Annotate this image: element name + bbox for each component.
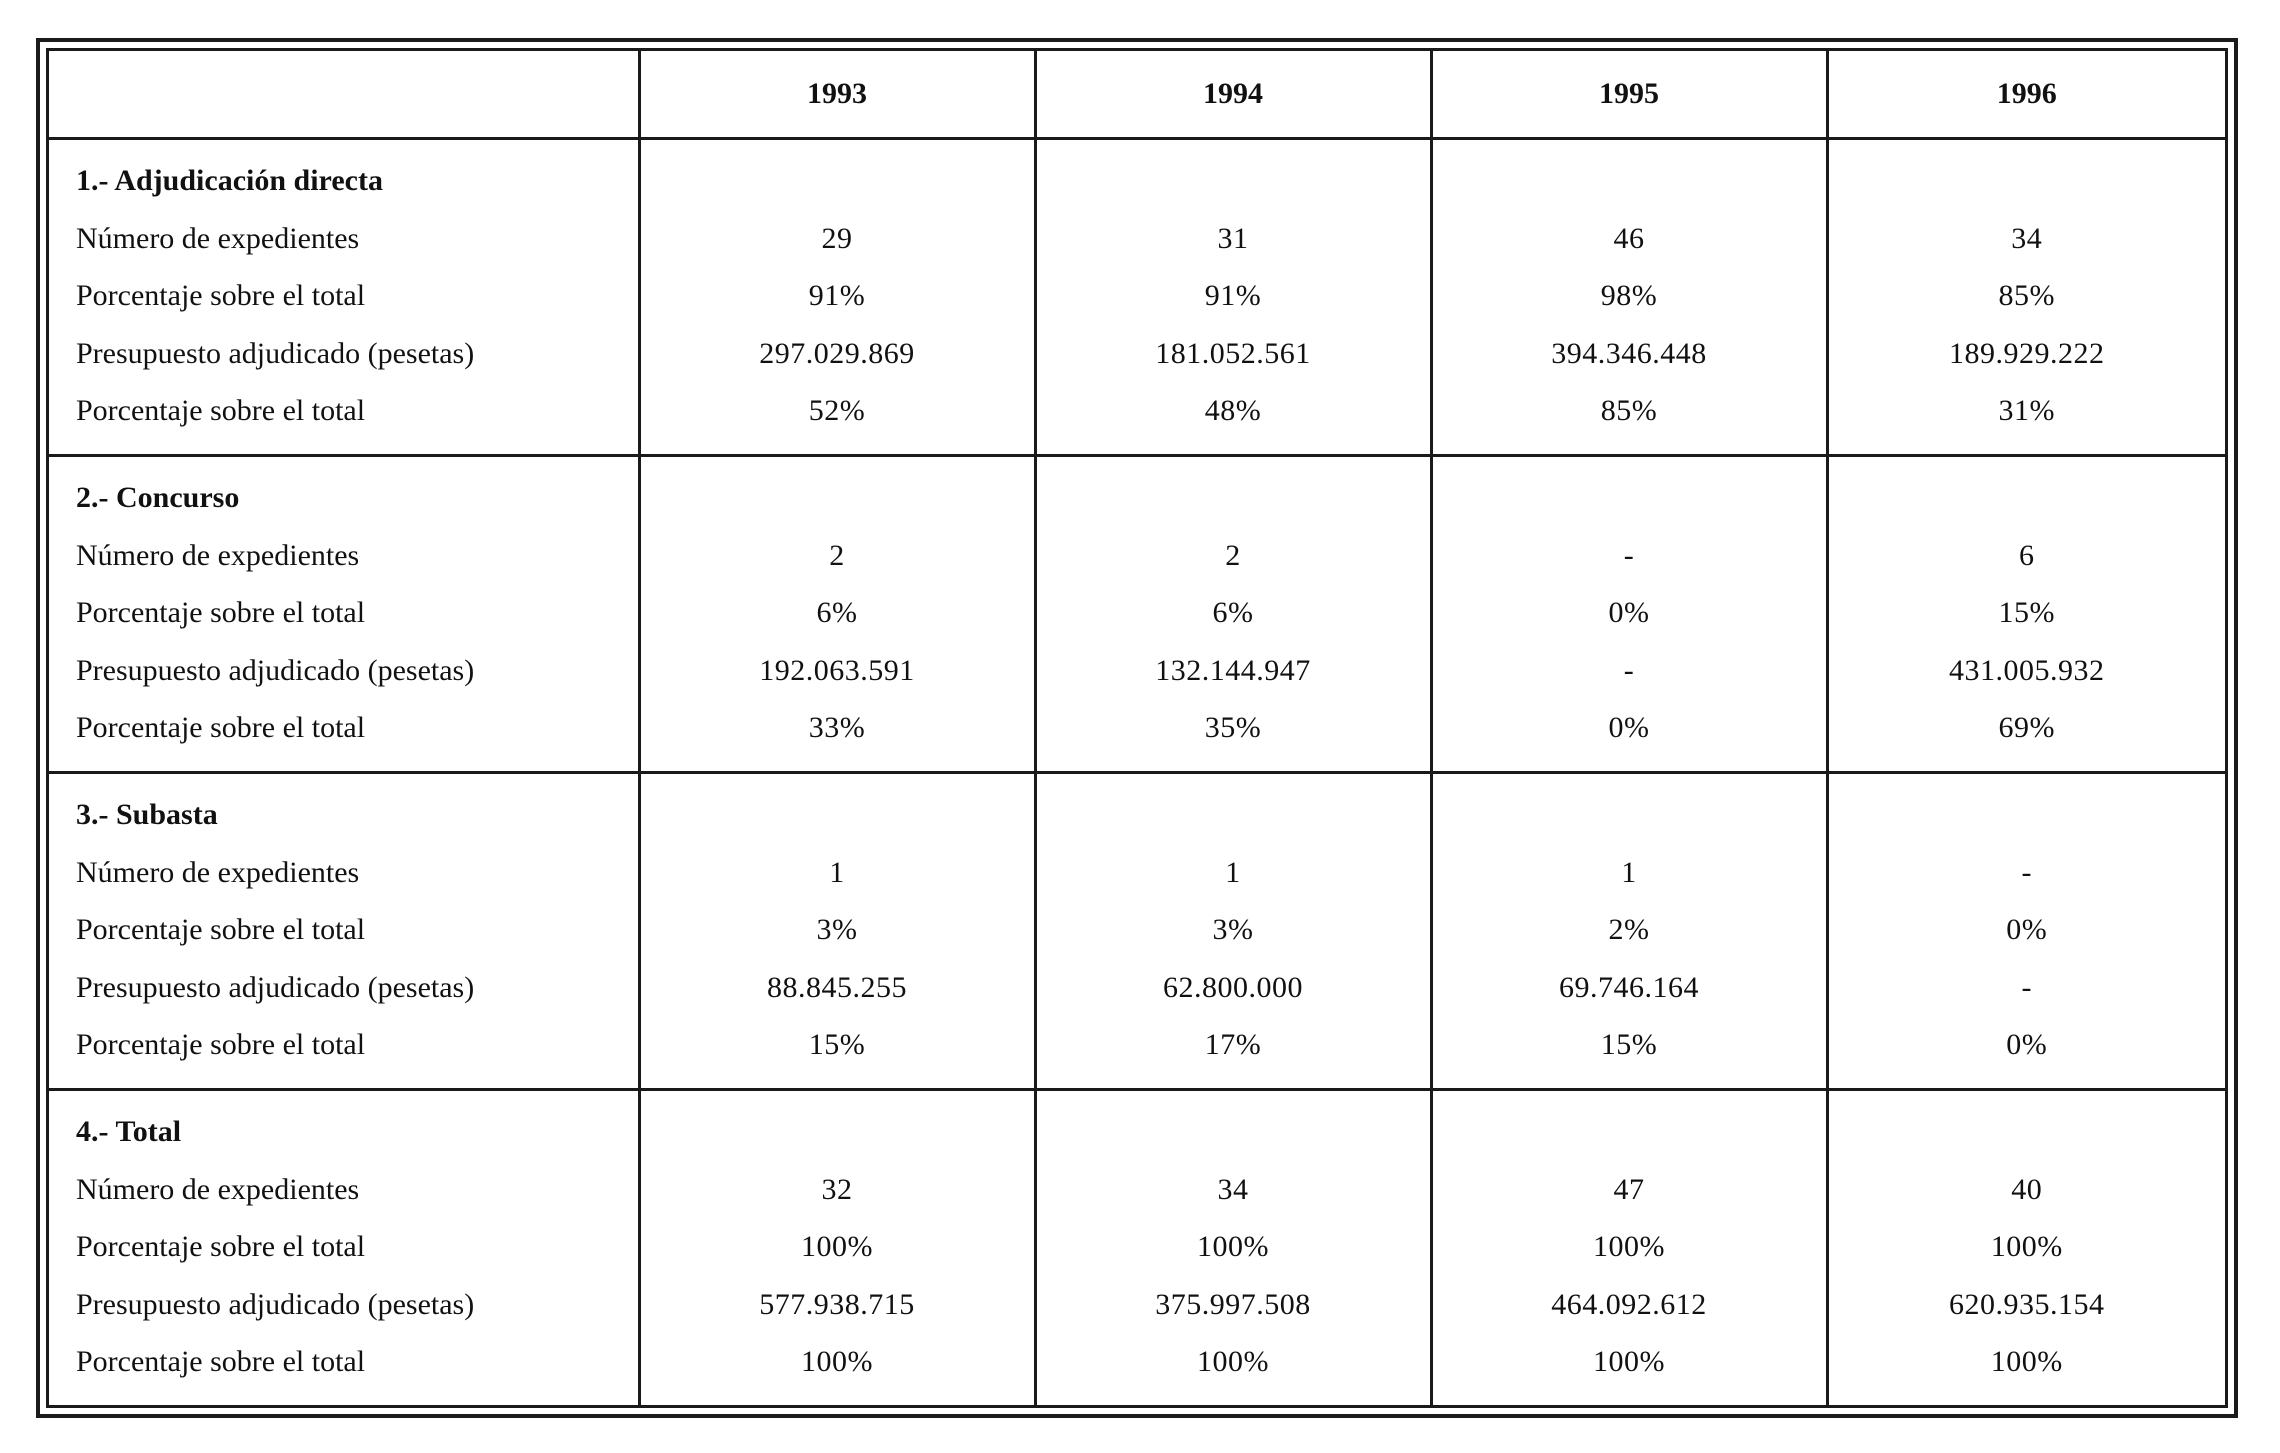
- cell-value: 100%: [639, 1334, 1035, 1405]
- table-row: [49, 1276, 2225, 1333]
- cell-value: 431.005.932: [1827, 642, 2225, 699]
- cell-value: 100%: [1035, 1334, 1431, 1405]
- empty-cell: [639, 456, 1035, 528]
- cell-value: 31: [1035, 210, 1431, 267]
- table-row: [49, 1161, 2225, 1218]
- table-row: [49, 902, 2225, 959]
- row-label: Porcentaje sobre el total: [76, 279, 366, 313]
- table-row: [49, 642, 2225, 699]
- empty-cell: [639, 773, 1035, 845]
- cell-value: -: [1827, 959, 2225, 1016]
- section-subasta: [49, 773, 2225, 1090]
- cell-value: 132.144.947: [1035, 642, 1431, 699]
- cell-value: 88.845.255: [639, 959, 1035, 1016]
- row-label: Número de expedientes: [76, 856, 360, 890]
- empty-cell: [1035, 139, 1431, 211]
- cell-value: 0%: [1431, 585, 1827, 642]
- year-header: 1994: [1035, 51, 1431, 139]
- table-header: [49, 51, 2225, 139]
- table-frame: [36, 38, 2238, 1418]
- cell-value: 1: [1035, 844, 1431, 901]
- cell-value: 6: [1827, 527, 2225, 584]
- cell-value: -: [1431, 642, 1827, 699]
- table-row: [49, 700, 2225, 773]
- cell-value: 100%: [1035, 1219, 1431, 1276]
- header-blank-cell: [49, 51, 639, 139]
- empty-cell: [1827, 139, 2225, 211]
- cell-value: 394.346.448: [1431, 325, 1827, 382]
- cell-value: 85%: [1431, 383, 1827, 456]
- empty-cell: [1431, 1090, 1827, 1162]
- cell-value: 31%: [1827, 383, 2225, 456]
- table-row: [49, 383, 2225, 456]
- table-row: [49, 325, 2225, 382]
- cell-value: 2: [1035, 527, 1431, 584]
- table-row: [49, 585, 2225, 642]
- table-row: [49, 1017, 2225, 1090]
- empty-cell: [639, 139, 1035, 211]
- cell-value: 189.929.222: [1827, 325, 2225, 382]
- cell-value: 15%: [639, 1017, 1035, 1090]
- cell-value: 2: [639, 527, 1035, 584]
- row-label: Porcentaje sobre el total: [76, 394, 366, 428]
- cell-value: 15%: [1827, 585, 2225, 642]
- empty-cell: [1431, 456, 1827, 528]
- cell-value: 98%: [1431, 268, 1827, 325]
- cell-value: 0%: [1827, 1017, 2225, 1090]
- cell-value: 35%: [1035, 700, 1431, 773]
- header-row: [49, 51, 2225, 139]
- row-label: Número de expedientes: [76, 539, 360, 573]
- cell-value: 40: [1827, 1161, 2225, 1218]
- row-label: Porcentaje sobre el total: [76, 596, 366, 630]
- cell-value: 48%: [1035, 383, 1431, 456]
- cell-value: 15%: [1431, 1017, 1827, 1090]
- cell-value: 100%: [1827, 1219, 2225, 1276]
- section-title: 1.- Adjudicación directa: [76, 164, 383, 198]
- cell-value: 192.063.591: [639, 642, 1035, 699]
- cell-value: 1: [639, 844, 1035, 901]
- row-label: Porcentaje sobre el total: [76, 1028, 366, 1062]
- contracts-table: [49, 51, 2225, 1405]
- cell-value: 91%: [1035, 268, 1431, 325]
- empty-cell: [1035, 456, 1431, 528]
- row-label: Porcentaje sobre el total: [76, 1230, 366, 1264]
- empty-cell: [1431, 139, 1827, 211]
- cell-value: 69.746.164: [1431, 959, 1827, 1016]
- row-label: Presupuesto adjudicado (pesetas): [76, 336, 475, 370]
- cell-value: 33%: [639, 700, 1035, 773]
- section-total: [49, 1090, 2225, 1406]
- row-label: Presupuesto adjudicado (pesetas): [76, 653, 475, 687]
- cell-value: 52%: [639, 383, 1035, 456]
- cell-value: 620.935.154: [1827, 1276, 2225, 1333]
- section-title-row: [49, 773, 2225, 845]
- empty-cell: [1827, 773, 2225, 845]
- section-title-row: [49, 139, 2225, 211]
- cell-value: 2%: [1431, 902, 1827, 959]
- table-row: [49, 844, 2225, 901]
- empty-cell: [1035, 1090, 1431, 1162]
- row-label: Presupuesto adjudicado (pesetas): [76, 1287, 475, 1321]
- cell-value: 6%: [639, 585, 1035, 642]
- section-title-row: [49, 456, 2225, 528]
- cell-value: 46: [1431, 210, 1827, 267]
- cell-value: 100%: [639, 1219, 1035, 1276]
- section-title: 4.- Total: [49, 1090, 639, 1162]
- row-label: Porcentaje sobre el total: [76, 711, 366, 745]
- table-row: [49, 210, 2225, 267]
- cell-value: 0%: [1431, 700, 1827, 773]
- row-label: Presupuesto adjudicado (pesetas): [76, 970, 475, 1004]
- year-header: 1996: [1827, 51, 2225, 139]
- cell-value: 181.052.561: [1035, 325, 1431, 382]
- cell-value: 0%: [1827, 902, 2225, 959]
- cell-value: 91%: [639, 268, 1035, 325]
- cell-value: 375.997.508: [1035, 1276, 1431, 1333]
- year-header: 1995: [1431, 51, 1827, 139]
- table-row: [49, 268, 2225, 325]
- cell-value: -: [1431, 527, 1827, 584]
- table-row: [49, 1334, 2225, 1405]
- cell-value: 32: [639, 1161, 1035, 1218]
- cell-value: 1: [1431, 844, 1827, 901]
- cell-value: 100%: [1431, 1219, 1827, 1276]
- cell-value: 577.938.715: [639, 1276, 1035, 1333]
- empty-cell: [1827, 1090, 2225, 1162]
- table-inner-frame: [46, 48, 2228, 1408]
- table-row: [49, 1219, 2225, 1276]
- table-row: [49, 527, 2225, 584]
- section-adjudicacion-directa: [49, 139, 2225, 456]
- cell-value: 69%: [1827, 700, 2225, 773]
- cell-value: -: [1827, 844, 2225, 901]
- empty-cell: [1431, 773, 1827, 845]
- row-label: Número de expedientes: [76, 222, 360, 256]
- row-label: Número de expedientes: [76, 1173, 360, 1207]
- cell-value: 17%: [1035, 1017, 1431, 1090]
- cell-value: 62.800.000: [1035, 959, 1431, 1016]
- section-title: 2.- Concurso: [49, 456, 639, 528]
- row-label: Porcentaje sobre el total: [76, 1345, 366, 1379]
- cell-value: 464.092.612: [1431, 1276, 1827, 1333]
- section-concurso: [49, 456, 2225, 773]
- table-row: [49, 959, 2225, 1016]
- cell-value: 29: [639, 210, 1035, 267]
- section-title-row: [49, 1090, 2225, 1162]
- cell-value: 34: [1035, 1161, 1431, 1218]
- empty-cell: [1827, 456, 2225, 528]
- cell-value: 85%: [1827, 268, 2225, 325]
- row-label: Porcentaje sobre el total: [76, 913, 366, 947]
- cell-value: 297.029.869: [639, 325, 1035, 382]
- empty-cell: [639, 1090, 1035, 1162]
- cell-value: 6%: [1035, 585, 1431, 642]
- cell-value: 34: [1827, 210, 2225, 267]
- cell-value: 100%: [1431, 1334, 1827, 1405]
- cell-value: 3%: [639, 902, 1035, 959]
- cell-value: 47: [1431, 1161, 1827, 1218]
- empty-cell: [1035, 773, 1431, 845]
- cell-value: 3%: [1035, 902, 1431, 959]
- cell-value: 100%: [1827, 1334, 2225, 1405]
- section-title: 3.- Subasta: [49, 773, 639, 845]
- year-header: 1993: [639, 51, 1035, 139]
